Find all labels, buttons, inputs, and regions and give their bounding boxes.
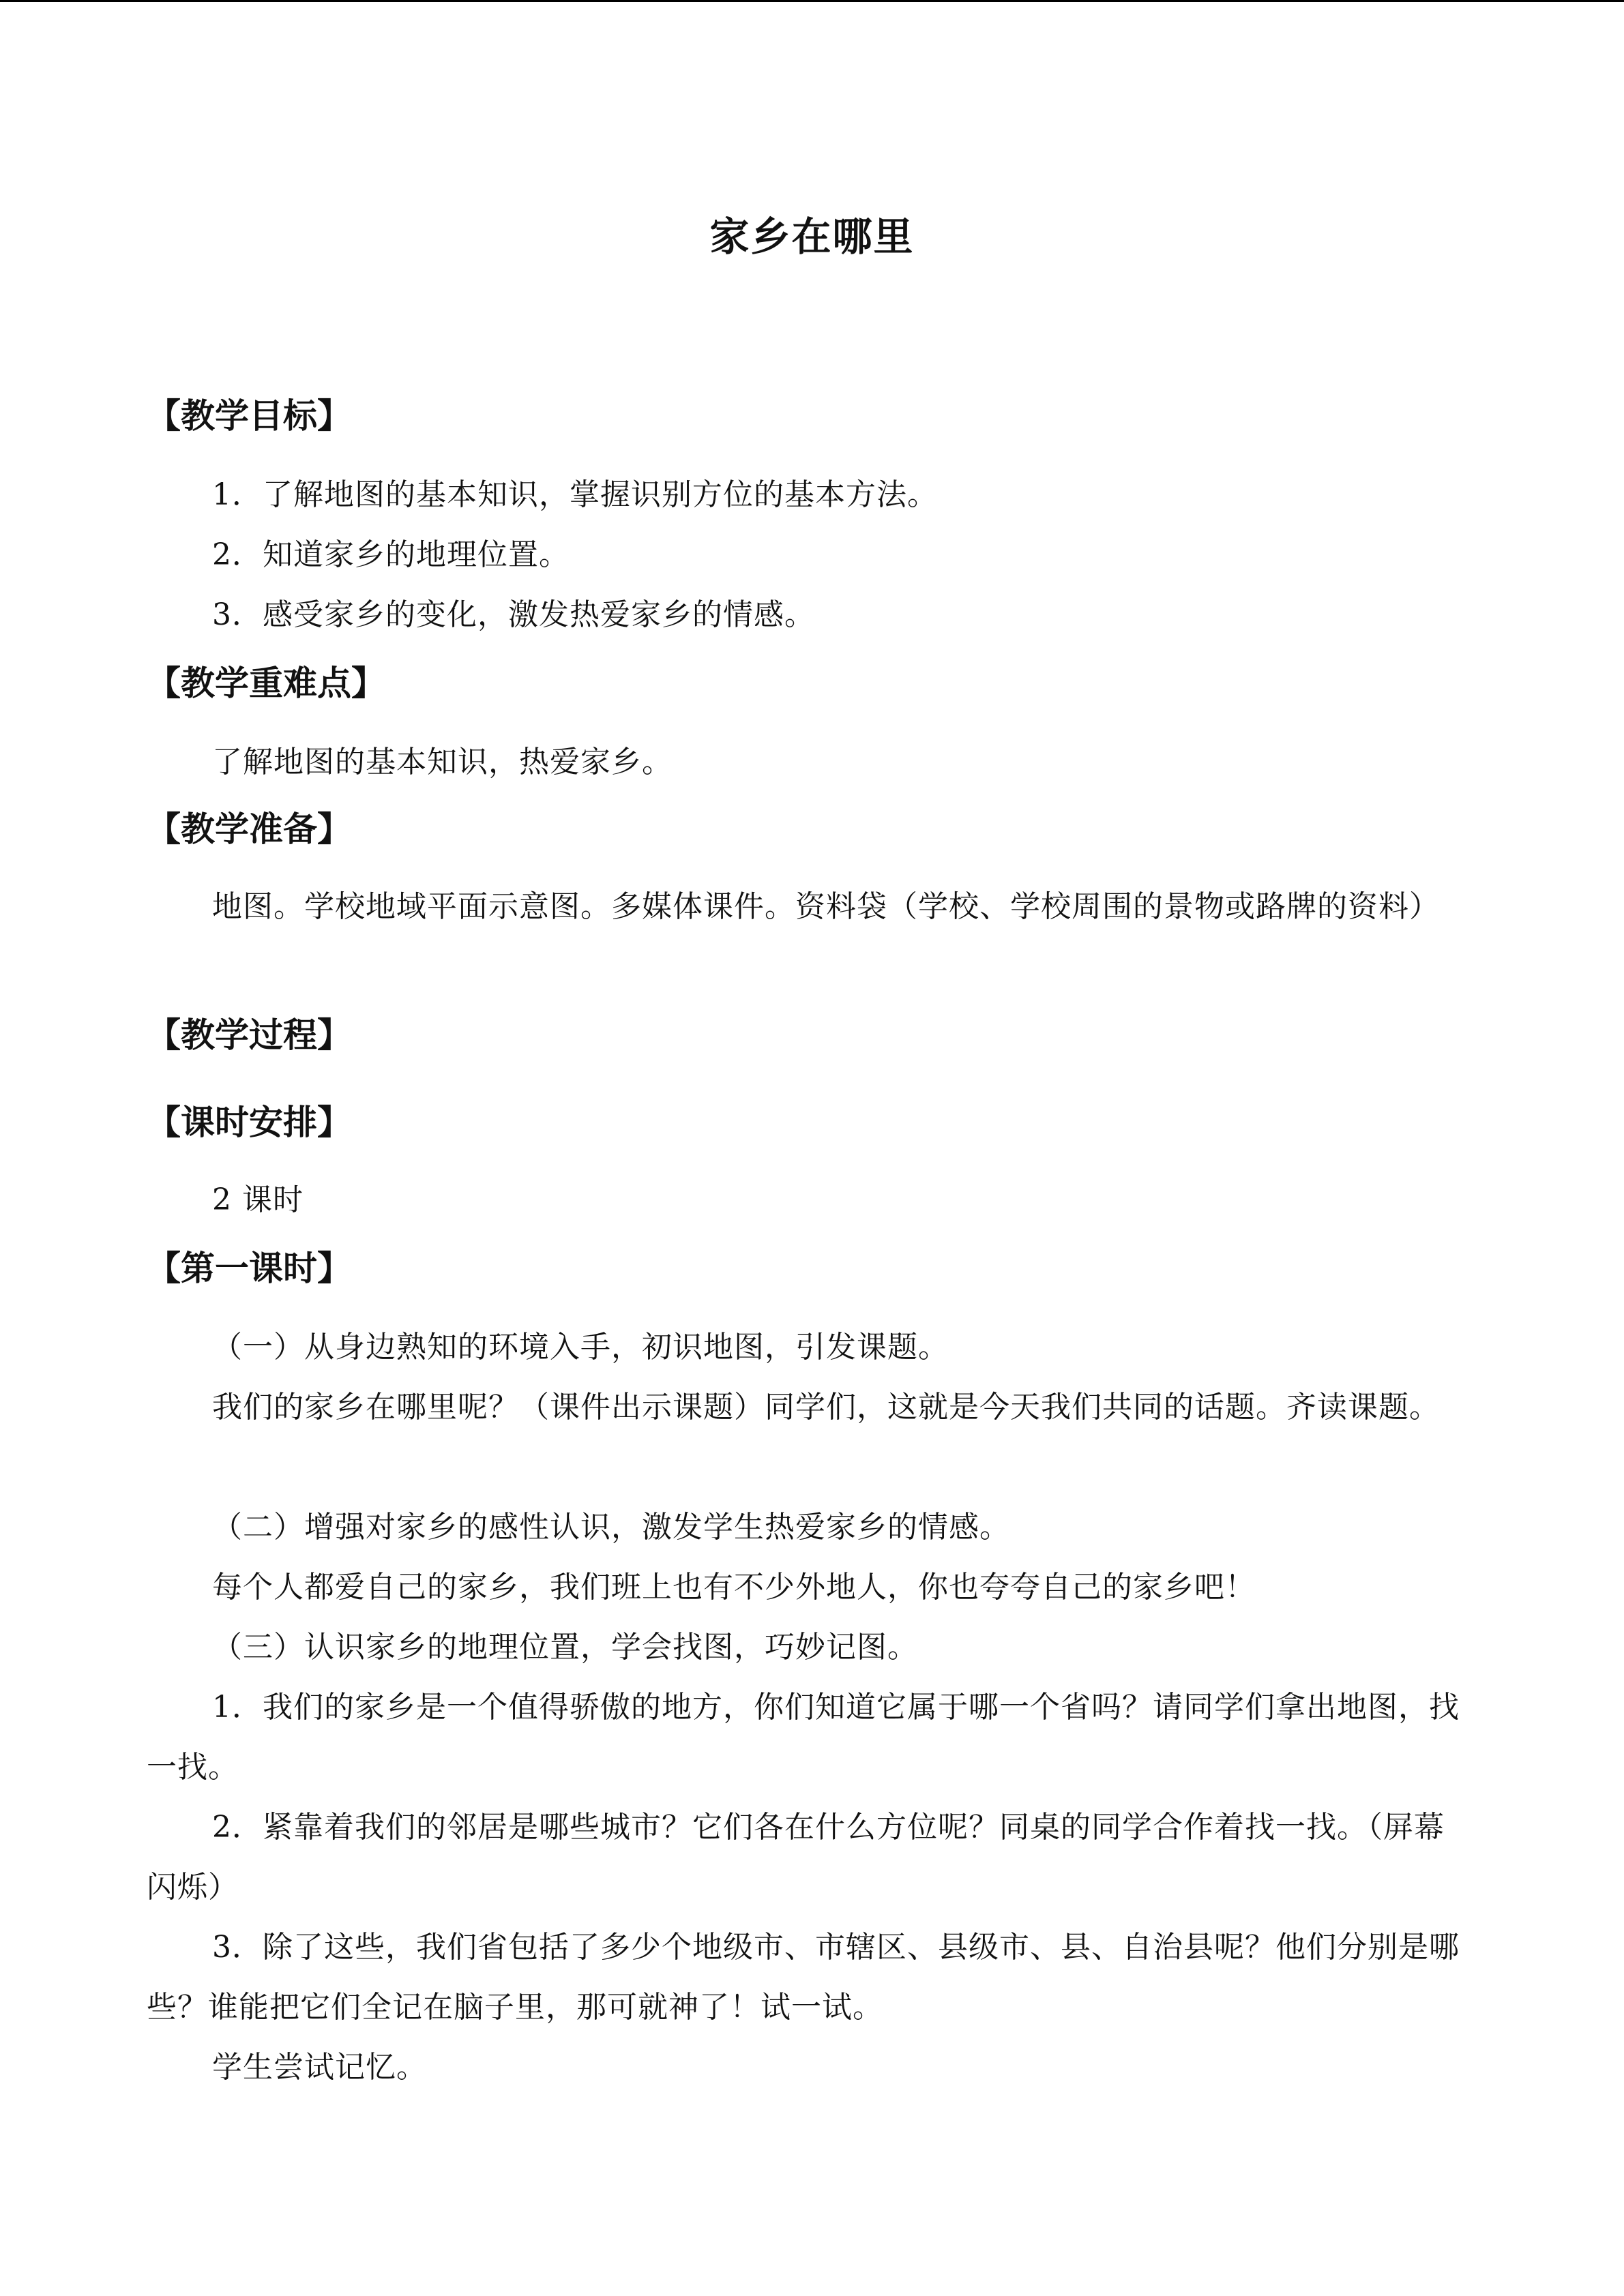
objective-item-2: 2．知道家乡的地理位置。: [212, 537, 570, 572]
lesson1-paragraph-6: 1．我们的家乡是一个值得骄傲的地方，你们知道它属于哪一个省吗？请同学们拿出地图，找一找。: [147, 1690, 1460, 1785]
heading-objectives: 【教学目标】: [147, 396, 351, 436]
schedule-text: 2 课时: [212, 1182, 304, 1217]
objective-item-3: 3．感受家乡的变化，激发热爱家乡的情感。: [212, 597, 815, 632]
lesson1-paragraph-4: 每个人都爱自己的家乡，我们班上也有不少外地人，你也夸夸自己的家乡吧！: [212, 1570, 1256, 1605]
document-title: 家乡在哪里: [709, 213, 915, 260]
key-points-text: 了解地图的基本知识，热爱家乡。: [212, 745, 673, 779]
page-top-border: [0, 0, 1624, 2]
lesson1-paragraph-2: 我们的家乡在哪里呢？（课件出示课题）同学们，这就是今天我们共同的话题。齐读课题。: [212, 1390, 1440, 1425]
lesson1-paragraph-3: （二）增强对家乡的感性认识，激发学生热爱家乡的情感。: [212, 1510, 1010, 1545]
heading-key-points: 【教学重难点】: [147, 664, 385, 703]
heading-schedule: 【课时安排】: [147, 1103, 351, 1142]
heading-preparation: 【教学准备】: [147, 809, 351, 849]
lesson1-paragraph-8: 3．除了这些，我们省包括了多少个地级市、市辖区、县级市、县、自治县呢？他们分别是哪些？谁能把它们全记在脑子里，那可就神了！试一试。: [147, 1930, 1460, 2025]
preparation-text: 地图。学校地域平面示意图。多媒体课件。资料袋（学校、学校周围的景物或路牌的资料）: [212, 889, 1440, 924]
lesson1-paragraph-5: （三）认识家乡的地理位置，学会找图，巧妙记图。: [212, 1630, 918, 1665]
lesson1-paragraph-1: （一）从身边熟知的环境入手，初识地图，引发课题。: [212, 1330, 949, 1365]
lesson1-paragraph-9: 学生尝试记忆。: [212, 2050, 427, 2085]
heading-lesson-1: 【第一课时】: [147, 1249, 351, 1288]
objective-item-1: 1．了解地图的基本知识，掌握识别方位的基本方法。: [212, 477, 938, 512]
heading-process: 【教学过程】: [147, 1015, 351, 1055]
lesson1-paragraph-7: 2．紧靠着我们的邻居是哪些城市？它们各在什么方位呢？同桌的同学合作着找一找。（屏幕闪烁）: [147, 1810, 1445, 1905]
